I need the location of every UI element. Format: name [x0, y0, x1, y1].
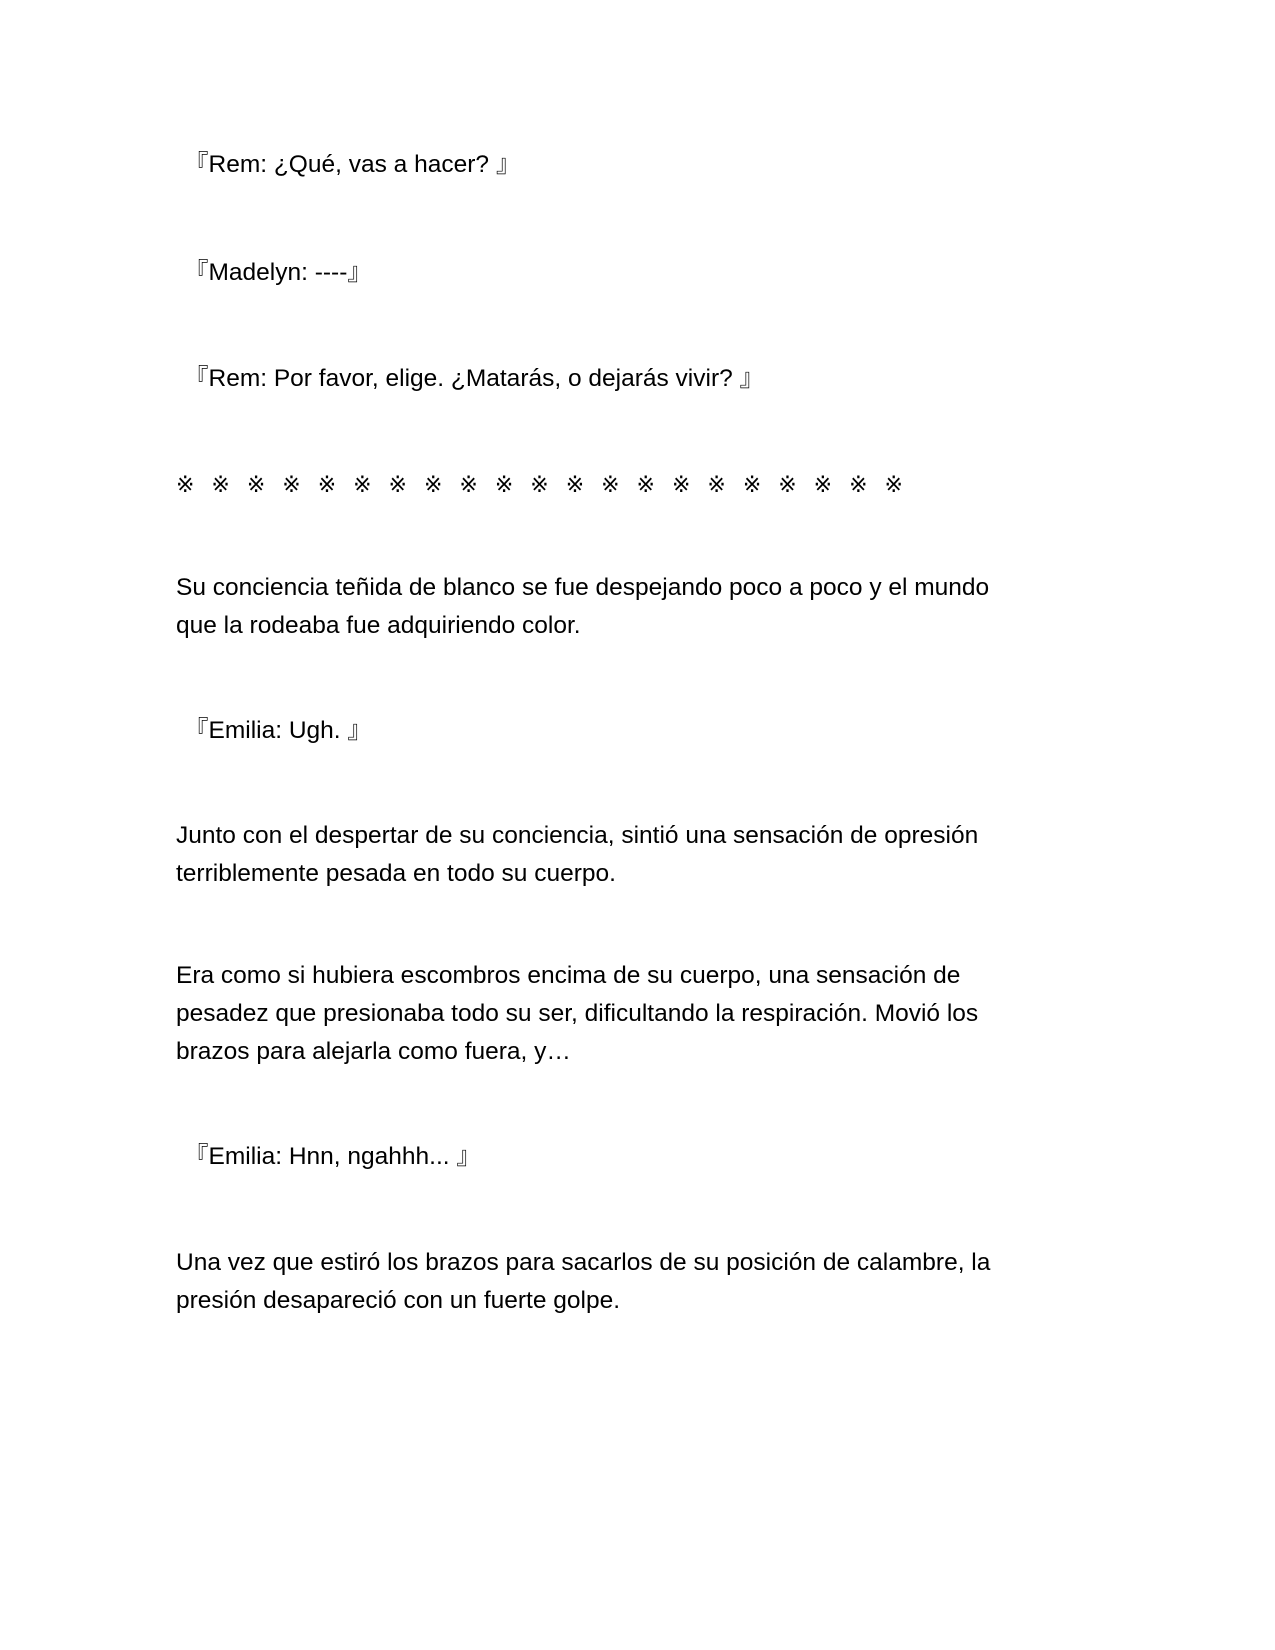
dialogue-rem-1: 『Rem: ¿Qué, vas a hacer? 』 — [184, 151, 521, 178]
paragraph-3 — [176, 957, 1076, 1071]
dialogue-madelyn: 『Madelyn: ----』 — [184, 259, 372, 286]
paragraph-4-line-1: Una vez que estiró los brazos para sacarlos de su posición de calambre, la — [176, 1249, 991, 1276]
paragraph-1-line-2: que la rodeaba fue adquiriendo color. — [176, 612, 581, 639]
paragraph-3-line-1: Era como si hubiera escombros encima de su cuerpo, una sensación de — [176, 962, 961, 989]
dialogue-emilia-1: 『Emilia: Ugh. 』 — [184, 717, 372, 744]
paragraph-3-line-2: pesadez que presionaba todo su ser, dificultando la respiración. Movió los — [176, 1000, 979, 1027]
paragraph-2-line-2: terriblemente pesada en todo su cuerpo. — [176, 860, 616, 887]
dialogue-rem-2: 『Rem: Por favor, elige. ¿Matarás, o dejarás vivir? 』 — [184, 365, 765, 392]
paragraph-3-line-3: brazos para alejarla como fuera, y… — [176, 1038, 571, 1065]
paragraph-2 — [176, 817, 1076, 893]
dialogue-emilia-2: 『Emilia: Hnn, ngahhh... 』 — [184, 1143, 481, 1170]
paragraph-4-line-2: presión desapareció con un fuerte golpe. — [176, 1287, 621, 1314]
scene-separator: ※ ※ ※ ※ ※ ※ ※ ※ ※ ※ ※ ※ ※ ※ ※ ※ ※ ※ ※ ※ ※ — [176, 473, 908, 498]
paragraph-2-line-1: Junto con el despertar de su conciencia, sintió una sensación de opresión — [176, 822, 979, 849]
paragraph-1 — [176, 569, 1076, 645]
paragraph-4 — [176, 1244, 1076, 1320]
paragraph-1-line-1: Su conciencia teñida de blanco se fue despejando poco a poco y el mundo — [176, 574, 990, 601]
